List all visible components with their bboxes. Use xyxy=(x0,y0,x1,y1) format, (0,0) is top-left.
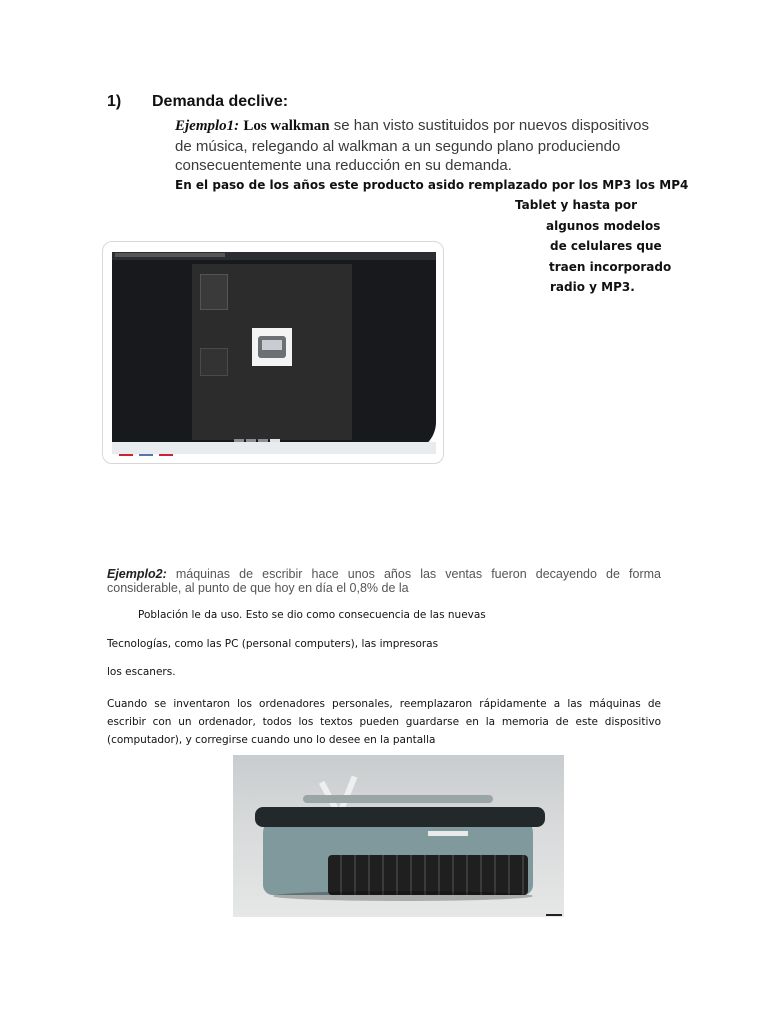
text-line: Población le da uso. Esto se dio como consecuencia de las nuevas xyxy=(138,609,486,621)
example1-term: Los walkman xyxy=(243,118,330,134)
heading-number: 1) xyxy=(107,93,122,110)
example2-label: Ejemplo2: xyxy=(107,567,167,581)
typewriter-image xyxy=(233,755,564,917)
example1-text-line2: de música, relegando al walkman a un segundo plano produciendo xyxy=(175,137,621,155)
example2-text: máquinas de escribir hace unos años las ventas fueron decayendo de forma considerable, al punto de que hoy en día el 0,8% de la xyxy=(107,567,661,595)
walkman-screenshot-image xyxy=(102,241,444,464)
example2-paragraph xyxy=(107,567,661,595)
side-line: de celulares que xyxy=(550,239,662,253)
walkman-display xyxy=(262,340,282,350)
address-bar xyxy=(112,252,436,260)
taskbar-item-icon xyxy=(159,454,173,456)
paragraph-computers: Cuando se inventaron los ordenadores personales, reemplazaron rápidamente a las máquinas de escribir con un ordenador, todos los textos pueden guardarse en la memoria de este dispositivo (computador), y corregirse cuando uno lo desee en la pantalla xyxy=(107,698,661,746)
text-line: los escaners. xyxy=(107,666,176,678)
example1-text-line1: se han visto sustituidos por nuevos dispositivos xyxy=(329,117,649,134)
example1-label: Ejemplo1: xyxy=(175,118,240,134)
side-line: Tablet y hasta por xyxy=(515,198,638,212)
side-line: radio y MP3. xyxy=(550,280,635,294)
heading-title: Demanda declive: xyxy=(152,93,289,110)
taskbar-item-icon xyxy=(119,454,133,456)
example1-paragraph xyxy=(175,116,675,176)
browser-screen xyxy=(112,252,436,452)
thumbnail-image xyxy=(200,348,228,376)
side-line: traen incorporado xyxy=(549,260,672,274)
text-line: Tecnologías, como las PC (personal computers), las impresoras xyxy=(107,638,439,650)
side-line: algunos modelos xyxy=(546,219,661,233)
taskbar xyxy=(112,442,436,454)
thumbnail-image xyxy=(200,274,228,310)
example1-text-line3: consecuentemente una reducción en su demanda. xyxy=(175,157,512,174)
paragraph-replacement: En el paso de los años este producto asido remplazado por los MP3 los MP4 xyxy=(175,178,689,192)
taskbar-item-icon xyxy=(139,454,153,456)
typewriter-platen xyxy=(255,807,545,827)
typewriter-keyboard xyxy=(328,855,528,895)
